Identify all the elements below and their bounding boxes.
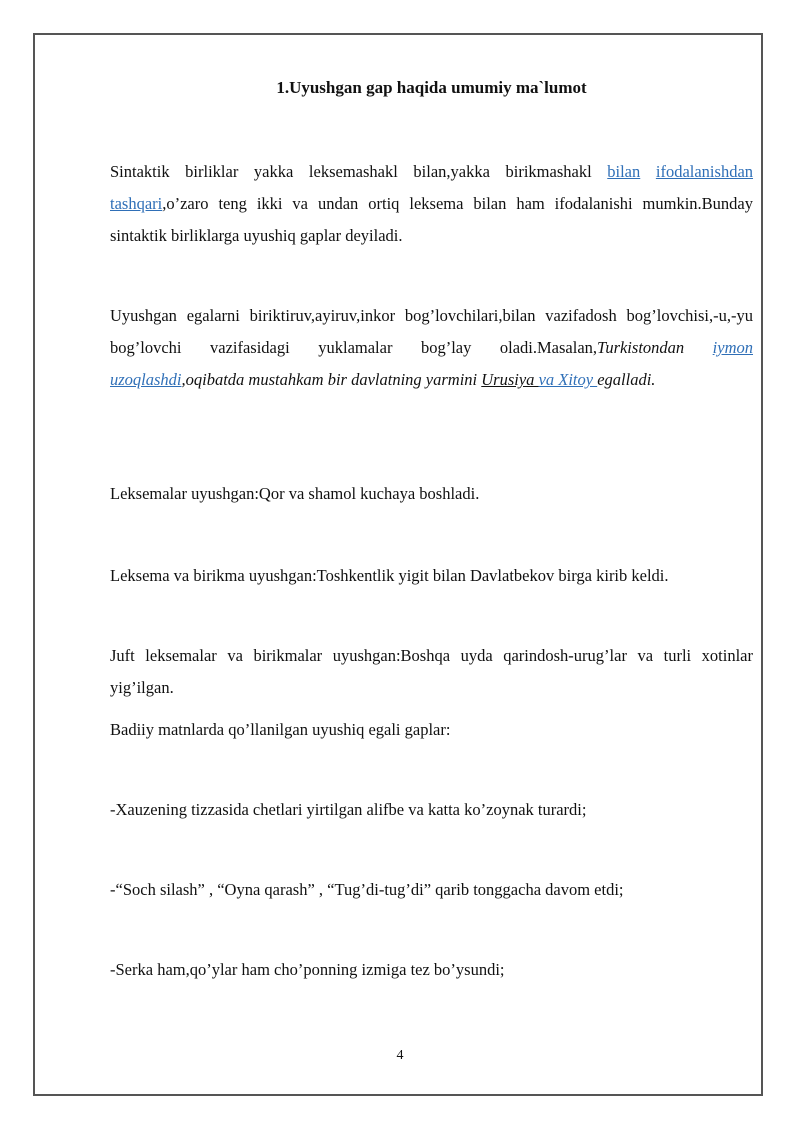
- link-iymon-uzoqlashdi[interactable]: iymon uzoqlashdi: [110, 338, 753, 389]
- link-va-xitoy[interactable]: va Xitoy: [538, 370, 598, 389]
- page-number: 4: [396, 1048, 404, 1063]
- paragraph-lexeme-phrase: Leksema va birikma uyushgan:Toshkentlik yigit bilan Davlatbekov birga kirib keldi.: [110, 566, 669, 585]
- space: [640, 162, 656, 181]
- text-run: Uyushgan egalarni biriktiruv,ayiruv,inkor bog’lovchilari,bilan vazifadosh bog’lovchisi,-u,-yu bog’lovchi vazifasidagi yuklamalar bog’lay oladi.Masalan,: [110, 306, 753, 357]
- paragraph-definition: [110, 156, 753, 252]
- example-line-2: -“Soch silash” , “Oyna qarash” , “Tug’di-tug’di” qarib tonggacha davom etdi;: [110, 880, 624, 899]
- link-ifodalanishdan-tashqari[interactable]: ifodalanishdan tashqari: [110, 162, 754, 213]
- example-line-1: -Xauzening tizzasida chetlari yirtilgan alifbe va katta ko’zoynak turardi;: [110, 800, 587, 819]
- paragraph-conjunctions: [110, 300, 753, 396]
- text-run: ,o’zaro teng ikki va undan ortiq leksema bilan ham ifodalanishi mumkin.Bunday sintaktik birliklarga uyushiq gaplar deyiladi.: [110, 194, 753, 245]
- example-italic-1: Turkistondan: [597, 338, 713, 357]
- example-line-3: -Serka ham,qo’ylar ham cho’ponning izmiga tez bo’ysundi;: [110, 960, 505, 979]
- section-heading: 1.Uyushgan gap haqida umumiy ma`lumot: [276, 78, 587, 97]
- paragraph-pairs: Juft leksemalar va birikmalar uyushgan:Boshqa uyda qarindosh-urug’lar va turli xotinlar yig’ilgan.: [110, 646, 753, 697]
- link-bilan[interactable]: bilan: [607, 162, 641, 181]
- paragraph-examples-intro: Badiiy matnlarda qo’llanilgan uyushiq egali gaplar:: [110, 720, 451, 739]
- paragraph-lexemes: Leksemalar uyushgan:Qor va shamol kuchaya boshladi.: [110, 484, 480, 503]
- underlined-urusiya: Urusiya: [481, 370, 539, 389]
- example-italic-2: ,oqibatda mustahkam bir davlatning yarmini: [181, 370, 482, 389]
- example-italic-3: egalladi.: [597, 370, 656, 389]
- text-run: Sintaktik birliklar yakka leksemashakl bilan,yakka birikmashakl: [110, 162, 608, 181]
